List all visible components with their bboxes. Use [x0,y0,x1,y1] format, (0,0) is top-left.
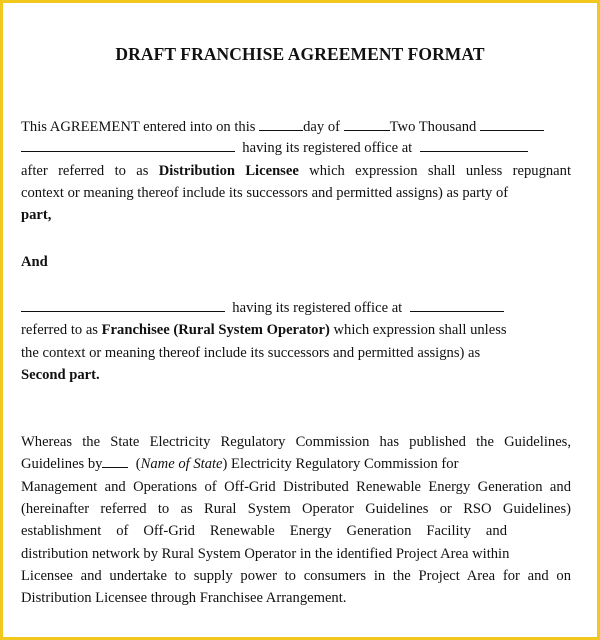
para2-line4 [21,366,100,384]
date-blank [259,118,303,131]
text: Two Thousand [389,119,477,135]
para3-line5: establishment of Off-Grid Renewable Energy Generation Facility and [21,523,507,539]
para3-line7: Licensee and undertake to supply power to consumers in the Project Area for and on [21,568,571,584]
para3-line4: (hereinafter referred to as Rural System Operator Guidelines or RSO Guidelines) [21,501,571,517]
para1-line3 [21,162,571,180]
para3-line6: distribution network by Rural System Operator in the identified Project Area within [21,546,510,562]
text: Guidelines by [21,456,103,472]
year-blank [480,118,544,131]
para3-line8: Distribution Licensee through Franchisee Arrangement. [21,590,347,606]
para2-line1 [21,299,504,317]
text: having its registered office at [242,140,413,156]
text: And [21,254,48,270]
and-label [21,253,48,271]
para3-line3: Management and Operations of Off-Grid Distributed Renewable Energy Generation and [21,479,571,495]
state-placeholder: Name of State [140,456,223,472]
para1-line5 [21,206,51,224]
para3-line2 [21,455,458,473]
licensee-name-blank [21,139,235,152]
party-part-label: part, [21,207,52,223]
para3-line1: Whereas the State Electricity Regulatory Commission has published the Guidelines, [21,434,571,450]
franchisee-name-blank [21,299,225,312]
text: ( [135,456,141,472]
para1-line4: context or meaning thereof include its successors and permitted assigns) as party of [21,185,509,201]
licensee-office-blank [420,139,528,152]
text: referred to as [21,322,98,338]
para1-line1 [21,118,544,136]
commission-blank [102,455,128,468]
text: having its registered office at [232,300,403,316]
text: which expression shall unless [333,322,507,338]
text: day of [303,119,340,135]
franchisee-office-blank [410,299,504,312]
text: which expression shall unless repugnant [309,163,571,179]
text: after referred to as [21,163,149,179]
document-title: DRAFT FRANCHISE AGREEMENT FORMAT [115,44,485,64]
document-page [3,3,597,637]
second-part-label: Second part. [21,367,100,383]
para1-line2 [21,139,528,157]
para2-line3: the context or meaning thereof include its successors and permitted assigns) as [21,345,481,361]
text: This AGREEMENT entered into on this [21,119,256,135]
franchisee-term: Franchisee (Rural System Operator) [101,322,330,338]
distribution-licensee-term: Distribution Licensee [158,163,299,179]
para2-line2 [21,321,507,339]
month-blank [344,118,390,131]
text: ) Electricity Regulatory Commission for [222,456,459,472]
